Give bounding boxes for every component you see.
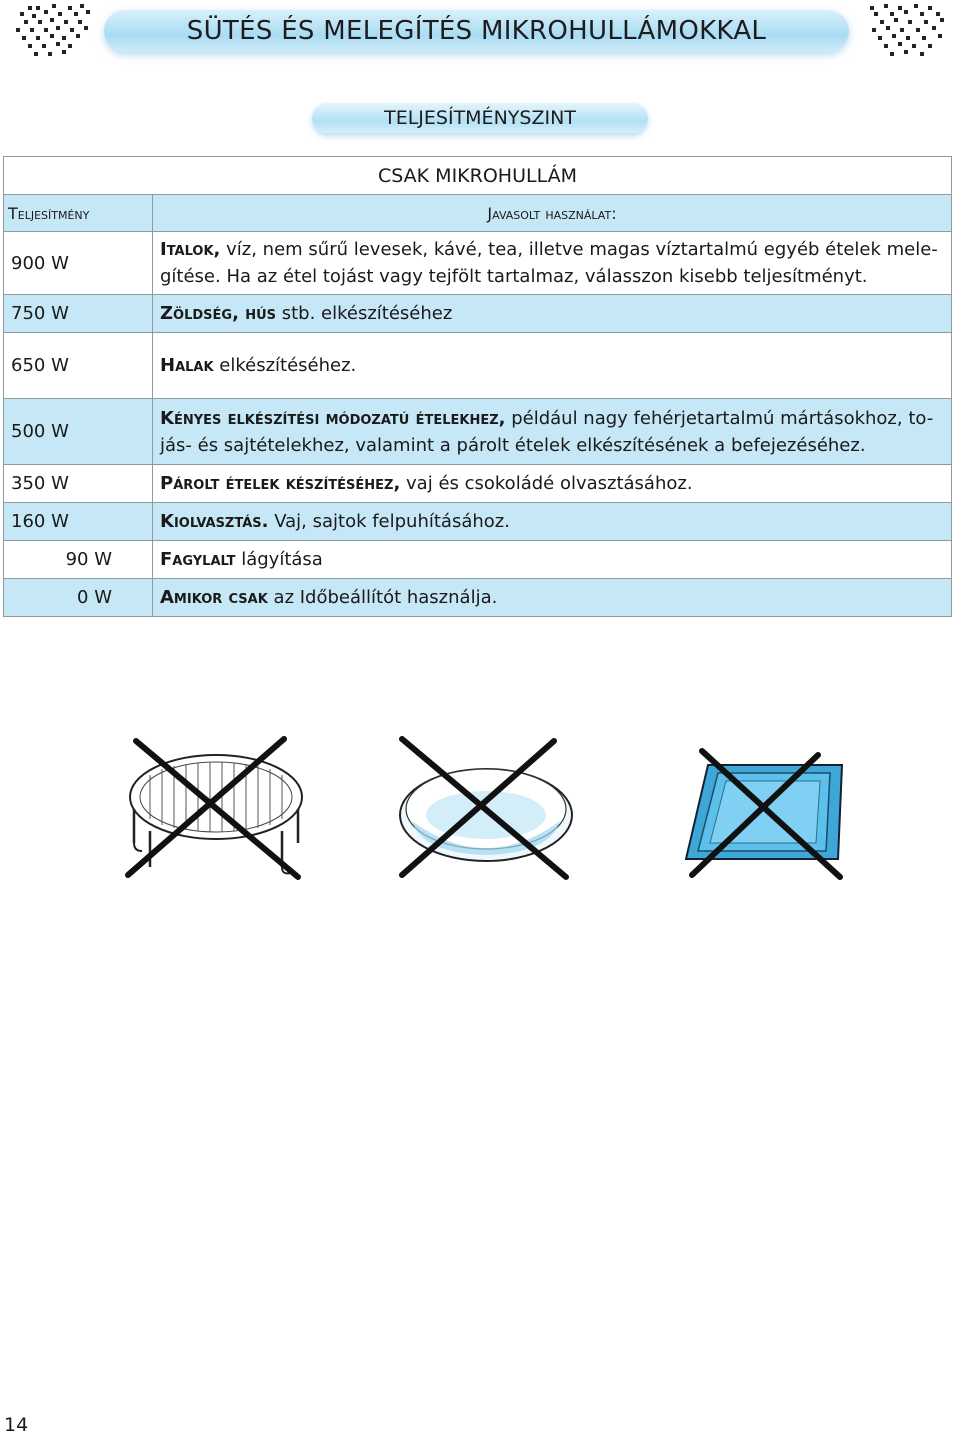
use-cell xyxy=(153,579,952,617)
use-text: vaj és csokoládé olvasztásához. xyxy=(400,473,693,494)
subtitle-banner xyxy=(312,103,648,133)
use-lead: Zöldség, hús xyxy=(160,303,276,324)
use-cell xyxy=(153,465,952,503)
use-text: például nagy fehérjetartalmú mártásokhoz, to-jás- és sajtételekhez, valamint a párolt ételek elkészítésének a befejezéséhez. xyxy=(160,407,934,456)
watt-cell: 900 W xyxy=(4,232,153,295)
title-banner xyxy=(104,10,849,52)
use-text: Vaj, sajtok felpuhításához. xyxy=(268,511,510,532)
column-header-use xyxy=(153,195,952,232)
table-row xyxy=(4,399,952,465)
table-row xyxy=(4,333,952,399)
watt-cell: 650 W xyxy=(4,333,153,399)
watt-cell: 750 W xyxy=(4,295,153,333)
table-row xyxy=(4,295,952,333)
watt-cell: 160 W xyxy=(4,503,153,541)
use-text: az Időbeállítót használja. xyxy=(267,587,498,608)
ornament-icon xyxy=(862,2,952,68)
accessory-pictograms xyxy=(120,735,860,885)
watt-cell: 90 W xyxy=(4,541,153,579)
use-lead: Kényes elkészítési módozatú ételekhez, xyxy=(160,407,506,429)
use-lead: Párolt ételek készítéséhez, xyxy=(160,473,401,494)
watt-cell: 0 W xyxy=(4,579,153,617)
page-title: SÜTÉS ÉS MELEGÍTÉS MIKROHULLÁMOKKAL xyxy=(186,16,767,46)
wire-rack-crossed-icon xyxy=(128,739,302,877)
baking-tray-crossed-icon xyxy=(686,751,842,877)
use-lead: Kiolvasztás. xyxy=(160,511,269,532)
column-header-use-label: Javasolt használat: xyxy=(487,203,617,223)
column-header-power xyxy=(4,195,153,232)
table-row xyxy=(4,579,952,617)
use-cell xyxy=(153,232,952,295)
table-row xyxy=(4,232,952,295)
table-row xyxy=(4,503,952,541)
watt-cell: 500 W xyxy=(4,399,153,465)
use-lead: Italok, xyxy=(160,239,221,260)
table-row xyxy=(4,465,952,503)
watt-cell: 350 W xyxy=(4,465,153,503)
use-text: víz, nem sűrű levesek, kávé, tea, illetve magas víztartalmú egyéb ételek mele-gítése. Ha az étel tojást vagy tejfölt tartalmaz, válasszon kisebb teljesítményt. xyxy=(160,239,938,287)
column-header-power-label: Teljesítmény xyxy=(8,203,90,223)
use-text: lágyítása xyxy=(235,549,323,570)
table-row xyxy=(4,541,952,579)
ornament-icon xyxy=(10,2,100,68)
use-lead: Fagylalt xyxy=(160,549,236,570)
section-title: CSAK MIKROHULLÁM xyxy=(4,157,952,195)
use-cell xyxy=(153,333,952,399)
use-text: stb. elkészítéséhez xyxy=(276,303,453,324)
use-cell xyxy=(153,503,952,541)
table-header-row xyxy=(4,195,952,232)
power-level-table xyxy=(3,156,952,617)
table-section-row xyxy=(4,157,952,195)
glass-turntable-crossed-icon xyxy=(400,739,572,877)
use-cell xyxy=(153,399,952,465)
page-number: 14 xyxy=(4,1414,29,1436)
use-lead: Amikor csak xyxy=(160,587,268,608)
use-text: elkészítéséhez. xyxy=(213,355,357,376)
use-cell xyxy=(153,295,952,333)
section-subtitle: TELJESÍTMÉNYSZINT xyxy=(384,107,576,129)
use-cell xyxy=(153,541,952,579)
use-lead: Halak xyxy=(160,355,214,376)
